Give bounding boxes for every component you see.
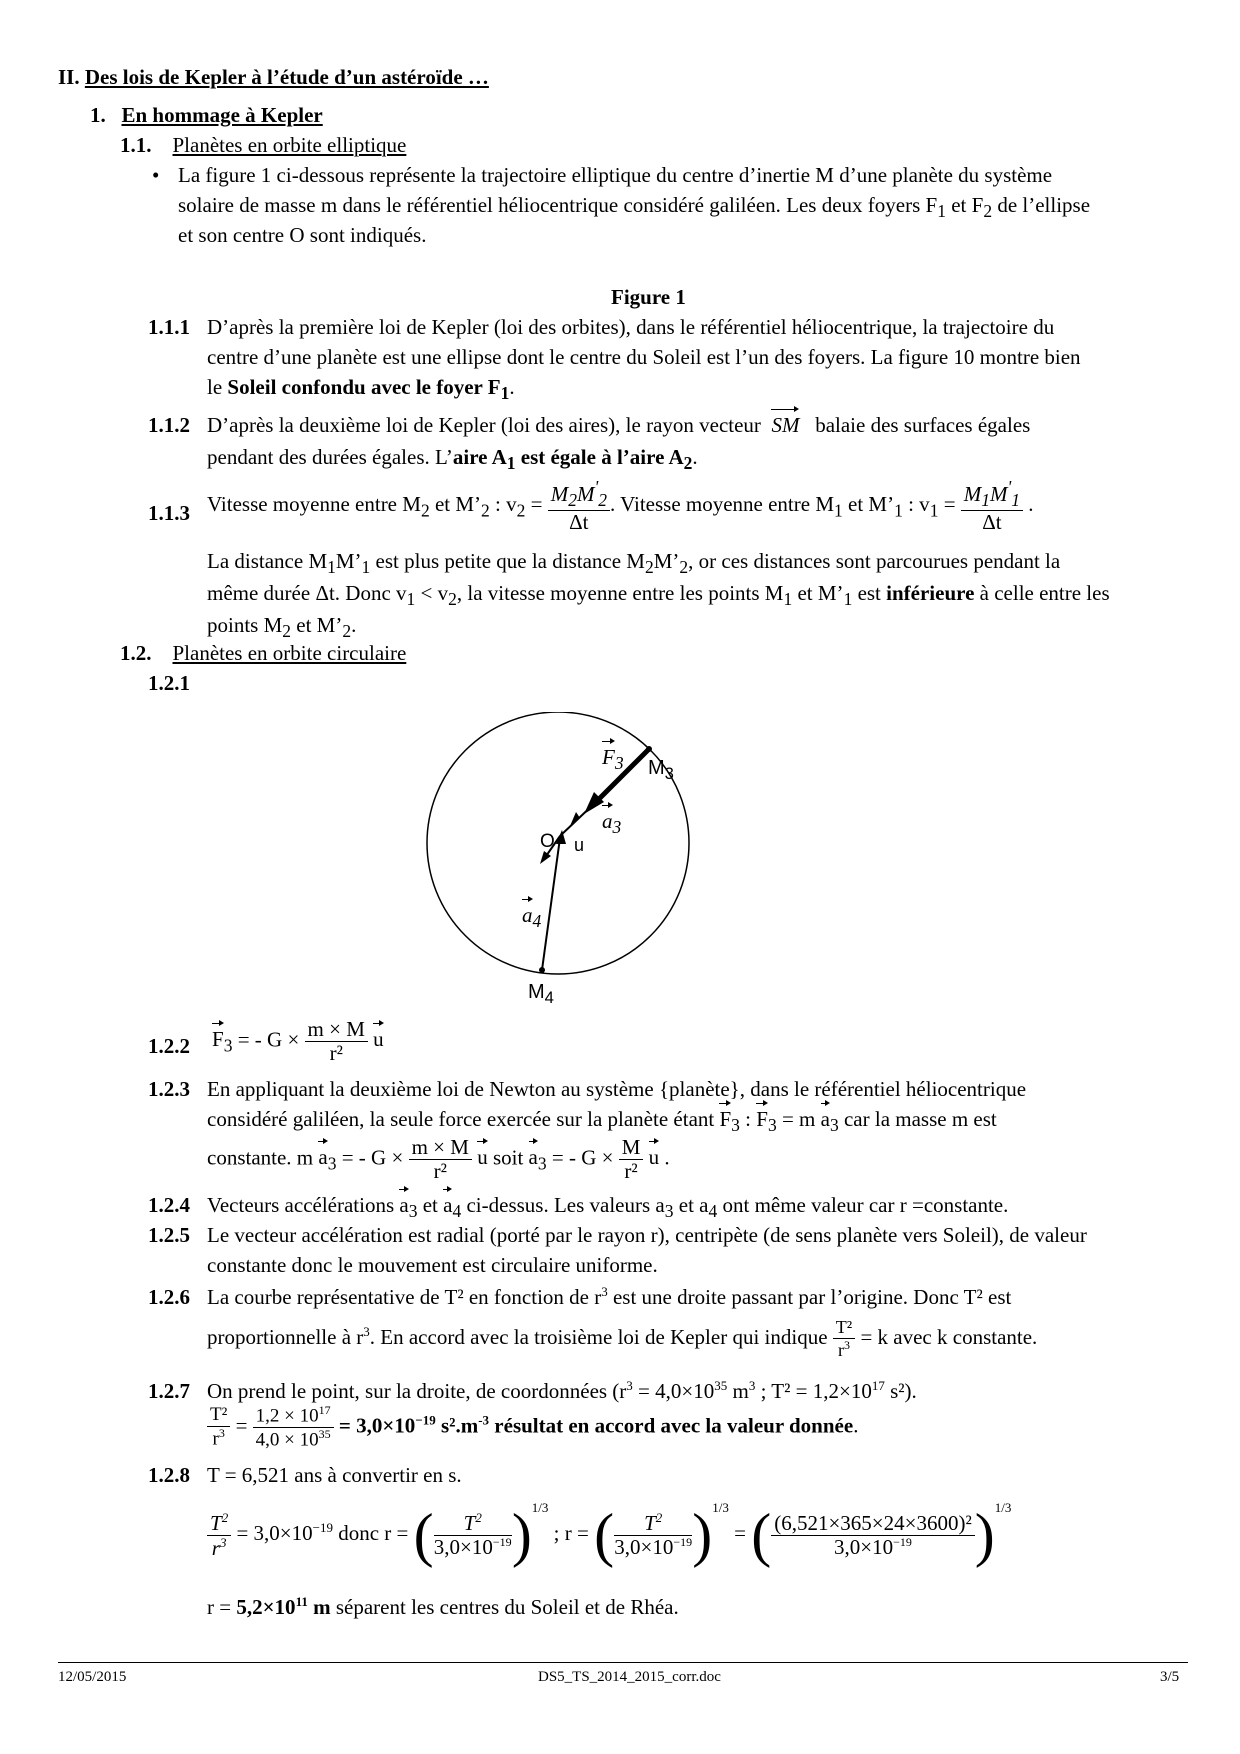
q113-equation-line: Vitesse moyenne entre $M_2$ et $M’_2$ : $v_2$ = $\frac{M_2M'_2}{\Delta t}$ . Vitesse moyenne entre $M_1$ et $M’_1$ : $v_1$ = $\frac{M_1M'_1}{\Delta t}$ . [207, 477, 1034, 535]
q122-equation: $F_3$ = - G × $\frac{m \times M}{\text{r²}}$ u [212, 1017, 384, 1066]
label-o: O [540, 831, 555, 852]
circular-orbit-diagram [420, 712, 740, 1002]
q128-equation: $\frac{T^2}{r^3}$ = $3,0\times 10^{-19}$ donc r = ( $\frac{T^2}{3,0\times 10^{-19}}$ )$^{1/3}$ ; r = ( $\frac{T^2}{3,0\times 10^{-19}}$ )$^{1/3}$ = ( $\frac{\text{(6,521×365×24×3600)²}}{3,0\times 10^{-19}}$ )$^{1/3}$ [207, 1500, 1011, 1565]
bullet-line-1: La figure 1 ci-dessous représente la trajectoire elliptique du centre d’inertie M d’une planète du système [178, 163, 1053, 187]
q125-line-2: constante donc le mouvement est circulaire uniforme. [207, 1253, 658, 1277]
v1-fraction: $\frac{M_1M'_1}{\Delta t}$ [961, 478, 1023, 535]
q113-para-line-3: points $M_2$ et $M’_2$. [207, 613, 357, 642]
figure-1-caption: Figure 1 [611, 285, 686, 309]
part-heading: II. Des lois de Kepler à l’étude d’un astéroïde … [58, 65, 489, 89]
q121-number: 1.2.1 [148, 671, 190, 695]
q124-number: 1.2.4 [148, 1193, 190, 1217]
q112-line-1: D’après la deuxième loi de Kepler (loi des aires), le rayon vecteur SM balaie des surfaces égales [207, 413, 1031, 437]
q125-line-1: Le vecteur accélération est radial (porté par le rayon r), centripète (de sens planète vers Soleil), de valeur [207, 1223, 1087, 1247]
v2-fraction: $\frac{M_2M'_2}{\Delta t}$ [548, 478, 610, 535]
label-a3: $a_3$ [602, 809, 622, 838]
q112-line-2: pendant des durées égales. L’aire $A_1$ est égale à l’aire $A_2$. [207, 445, 698, 474]
point-m4 [539, 967, 545, 973]
footer-page: 3/5 [1160, 1669, 1180, 1685]
q123-line-3: constante. m $a_3$ = - G × $\frac{m \times M}{\text{r²}}$ u soit $a_3$ = - G × $\frac{M}{\text{r²}}$ u . [207, 1135, 670, 1184]
q128-line-1: T = 6,521 ans à convertir en s. [207, 1463, 462, 1487]
q128-number: 1.2.8 [148, 1463, 190, 1487]
bullet-icon: • [152, 163, 160, 187]
bullet-line-3: et son centre O sont indiqués. [178, 223, 427, 247]
q111-line-2: centre d’une planète est une ellipse dont le centre du Soleil est l’un des foyers. La figure 10 montre bien [207, 345, 1081, 369]
label-f3: $F_3$ [602, 745, 624, 774]
q125-number: 1.2.5 [148, 1223, 190, 1247]
sm-vector: SM [771, 413, 800, 437]
q112-number: 1.1.2 [148, 413, 190, 437]
point-m3 [646, 746, 652, 752]
q123-line-1: En appliquant la deuxième loi de Newton au système {planète}, dans le référentiel héliocentrique [207, 1077, 1027, 1101]
q123-line-2: considéré galiléen, la seule force exercée sur la planète étant $F_3$ : $F_3 = m$ $a_3$ car la masse m est [207, 1107, 997, 1136]
part-title: Des lois de Kepler à l’étude d’un astéroïde … [84, 65, 489, 89]
q126-line-2: proportionnelle à $r^3$. En accord avec la troisième loi de Kepler qui indique $\frac{\text{T²}}{r^3}$ = k avec k constante. [207, 1317, 1038, 1360]
label-m4: $M_4$ [528, 981, 554, 1007]
q126-line-1: La courbe représentative de T² en fonction de $r^3$ est une droite passant par l’origine. Donc T² est [207, 1284, 1012, 1309]
footer-date: 12/05/2015 [58, 1669, 127, 1685]
q111-line-3: le Soleil confondu avec le foyer $F_1$. [207, 375, 515, 404]
q123-number: 1.2.3 [148, 1077, 190, 1101]
q124-line: Vecteurs accélérations $a_3$ et $a_4$ ci-dessus. Les valeurs $a_3$ et $a_4$ ont même valeur car r =constante. [207, 1193, 1009, 1222]
q113-para-line-2: même durée Δt. Donc $v_1 < v_2$, la vitesse moyenne entre les points $M_1$ et $M’_1$ est inférieure à celle entre les [207, 581, 1110, 610]
q127-line-2: $\frac{\text{T²}}{r^3}$ = $\frac{1,2 \times 10^{17}}{4,0 \times 10^{35}}$ = $3,0\times 10^{-19}$ $s^2.m^{-3}$ résultat en accord avec la valeur donnée. [207, 1404, 858, 1451]
q111-number: 1.1.1 [148, 315, 190, 339]
section-1-2-heading: 1.2. Planètes en orbite circulaire [120, 641, 407, 665]
q113-number: 1.1.3 [148, 501, 190, 525]
q122-number: 1.2.2 [148, 1034, 190, 1058]
label-a4: $a_4$ [522, 903, 542, 932]
q126-number: 1.2.6 [148, 1285, 190, 1309]
q127-line-1: On prend le point, sur la droite, de coordonnées ($r^3 = 4,0\times 10^{35}$ $m^3$ ; $T^2 = 1,2\times 10^{17}$ s²). [207, 1378, 917, 1403]
footer-filename: DS5_TS_2014_2015_corr.doc [538, 1669, 721, 1685]
q111-line-1: D’après la première loi de Kepler (loi des orbites), dans le référentiel héliocentrique, la trajectoire du [207, 315, 1055, 339]
section-1-1-heading: 1.1. Planètes en orbite elliptique [120, 133, 407, 157]
q128-result: $r = 5,2\times 10^{11}$ m séparent les centres du Soleil et de Rhéa. [207, 1594, 679, 1619]
q113-para-line-1: La distance $M_1M’_1$ est plus petite que la distance $M_2M’_2$, or ces distances sont parcourues pendant la [207, 549, 1061, 578]
q127-number: 1.2.7 [148, 1379, 190, 1403]
label-m3: $M_3$ [648, 757, 674, 783]
footer-rule [58, 1662, 1188, 1663]
section-1-heading: 1. En hommage à Kepler [90, 103, 323, 127]
bullet-line-2: solaire de masse m dans le référentiel héliocentrique considéré galiléen. Les deux foyers $F_1$ et $F_2$ de l’ellipse [178, 193, 1091, 222]
label-u: u [574, 835, 585, 855]
